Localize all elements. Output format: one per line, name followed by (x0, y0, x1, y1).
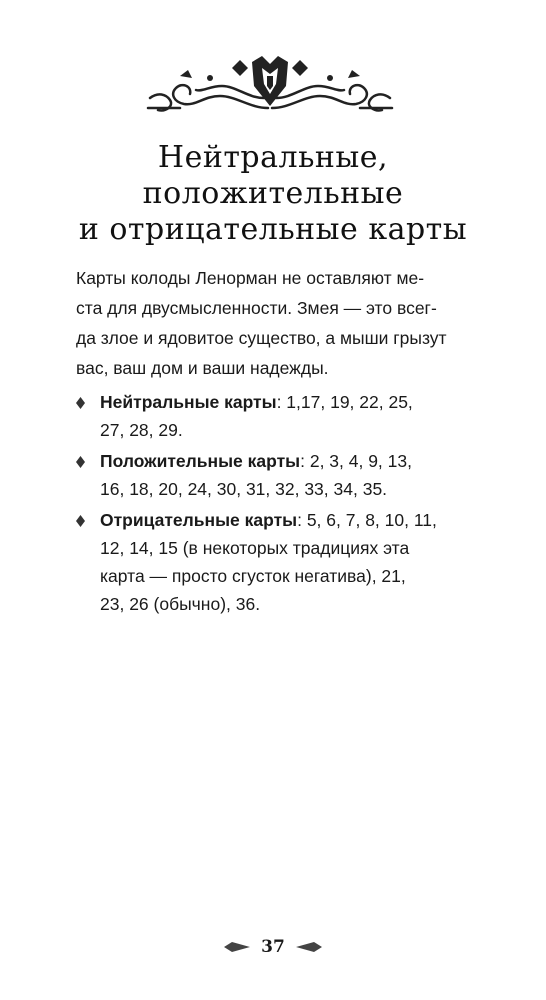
intro-line-4: вас, ваш дом и ваши надежды. (76, 358, 329, 378)
page-title (20, 140, 526, 248)
intro-line-2: ста для двусмысленности. Змея — это всег- (76, 298, 437, 318)
leaf-ornament-left-icon (224, 941, 250, 953)
list-item-negative (76, 506, 496, 618)
title-line-3: и отрицательные карты (78, 212, 468, 247)
card-category-list (76, 388, 496, 621)
page-number: 37 (261, 936, 285, 957)
title-line-2: положительные (142, 176, 404, 211)
diamond-bullet-icon (76, 515, 85, 527)
list-item-text: : 2, 3, 4, 9, 13, (300, 451, 412, 471)
diamond-bullet-icon (76, 397, 85, 409)
intro-line-3: да злое и ядовитое существо, а мыши грызут (76, 328, 447, 348)
list-item-text: 27, 28, 29. (100, 420, 183, 440)
list-item-label: Положительные карты (100, 451, 301, 471)
floral-ornament-icon (140, 46, 400, 120)
list-item-text: : 1,17, 19, 22, 25, (276, 392, 413, 412)
leaf-ornament-right-icon (296, 941, 322, 953)
diamond-bullet-icon (76, 456, 85, 468)
intro-line-1: Карты колоды Ленорман не оставляют ме- (76, 268, 425, 288)
list-item-positive (76, 447, 496, 503)
list-item-text: : 5, 6, 7, 8, 10, 11, (297, 510, 437, 530)
list-item-label: Отрицательные карты (100, 510, 298, 530)
list-item-text: 12, 14, 15 (в некоторых традициях эта (100, 538, 410, 558)
list-item-text: 16, 18, 20, 24, 30, 31, 32, 33, 34, 35. (100, 479, 388, 499)
title-line-1: Нейтральные, (157, 140, 389, 175)
intro-paragraph (76, 263, 484, 383)
list-item-text: карта — просто сгусток негатива), 21, (100, 566, 406, 586)
page-footer (0, 936, 546, 962)
list-item-neutral (76, 388, 496, 444)
list-item-text: 23, 26 (обычно), 36. (100, 594, 261, 614)
list-item-label: Нейтральные карты (100, 392, 277, 412)
